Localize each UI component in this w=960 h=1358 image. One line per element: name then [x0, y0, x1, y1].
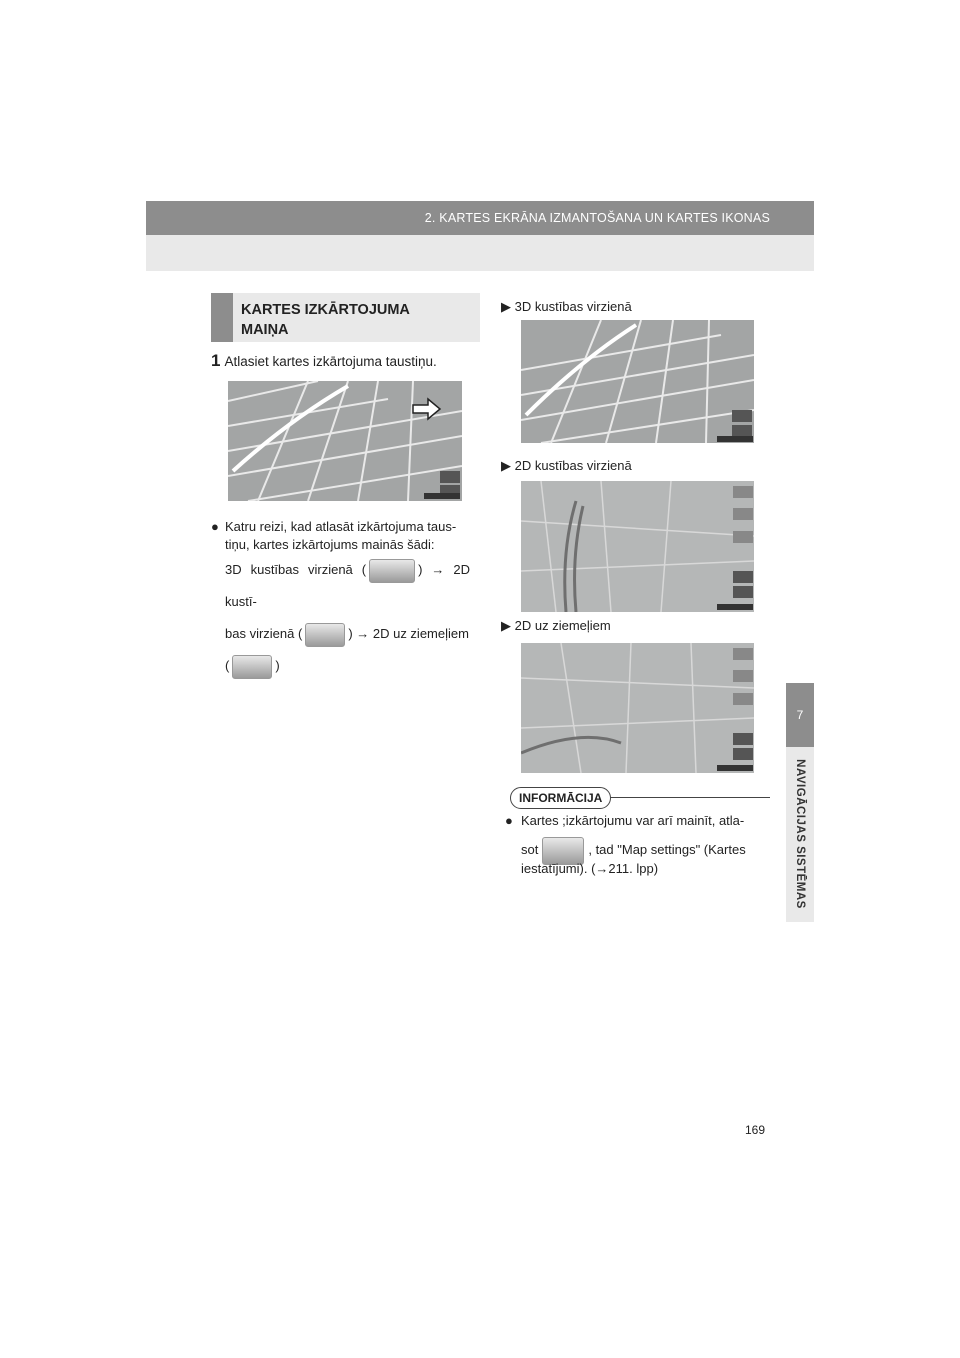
page-header	[146, 201, 814, 271]
chapter-tab-number: 7	[786, 683, 814, 747]
map-screenshot-layout-button	[228, 381, 462, 501]
view-label-2d-heading: ▶ 2D kustības virzienā	[501, 458, 632, 473]
step-text: Atlasiet kartes izkārtojuma taustiņu.	[224, 354, 437, 369]
bullet-sequence: 3D kustības virzienā ( ) → 2D kustī- bas virzienā ( ) → 2D uz ziemeļiem ( )	[225, 554, 470, 682]
heading-up-2d-icon	[305, 623, 345, 647]
info-label: INFORMĀCIJA	[510, 787, 611, 809]
info-bullet-dot: ●	[505, 813, 513, 828]
arrow-icon: ▶	[501, 299, 511, 314]
info-text: Kartes ;izkārtojumu var arī mainīt, atla- sot , tad "Map settings" (Kartes iestatījumi). (→211. lpp)	[521, 813, 746, 876]
info-divider	[610, 797, 770, 798]
bullet-dot: ●	[211, 519, 219, 534]
chapter-tab-label: NAVIGĀCIJAS SISTĒMAS	[794, 759, 806, 909]
view-label-2d-north: ▶ 2D uz ziemeļiem	[501, 618, 611, 633]
section-heading	[211, 293, 480, 342]
map-side-button	[440, 471, 460, 483]
north-up-2d-icon	[232, 655, 272, 679]
section-title: KARTES IZKĀRTOJUMA MAIŅA	[241, 302, 410, 338]
info-bullet	[505, 812, 513, 830]
map-screenshot-2d-heading	[521, 481, 754, 612]
arrow-icon: ▶	[501, 618, 511, 633]
view-label-3d: ▶ 3D kustības virzienā	[501, 299, 632, 314]
header-title: 2. KARTES EKRĀNA IZMANTOŠANA UN KARTES IKONAS	[424, 211, 770, 225]
bullet-text: Katru reizi, kad atlasāt izkārtojuma taus- tiņu, kartes izkārtojums mainās šādi:	[225, 519, 457, 552]
arrow-icon: ▶	[501, 458, 511, 473]
heading-up-3d-icon	[369, 559, 415, 583]
map-screenshot-3d	[521, 320, 754, 443]
header-bar	[146, 201, 814, 235]
step-number: 1	[211, 351, 221, 370]
step-1	[211, 351, 437, 371]
chapter-tab	[786, 747, 814, 922]
section-heading-bar	[211, 293, 233, 342]
bullet-item	[211, 518, 219, 536]
page-number: 169	[745, 1123, 766, 1137]
map-screenshot-2d-north	[521, 643, 754, 773]
